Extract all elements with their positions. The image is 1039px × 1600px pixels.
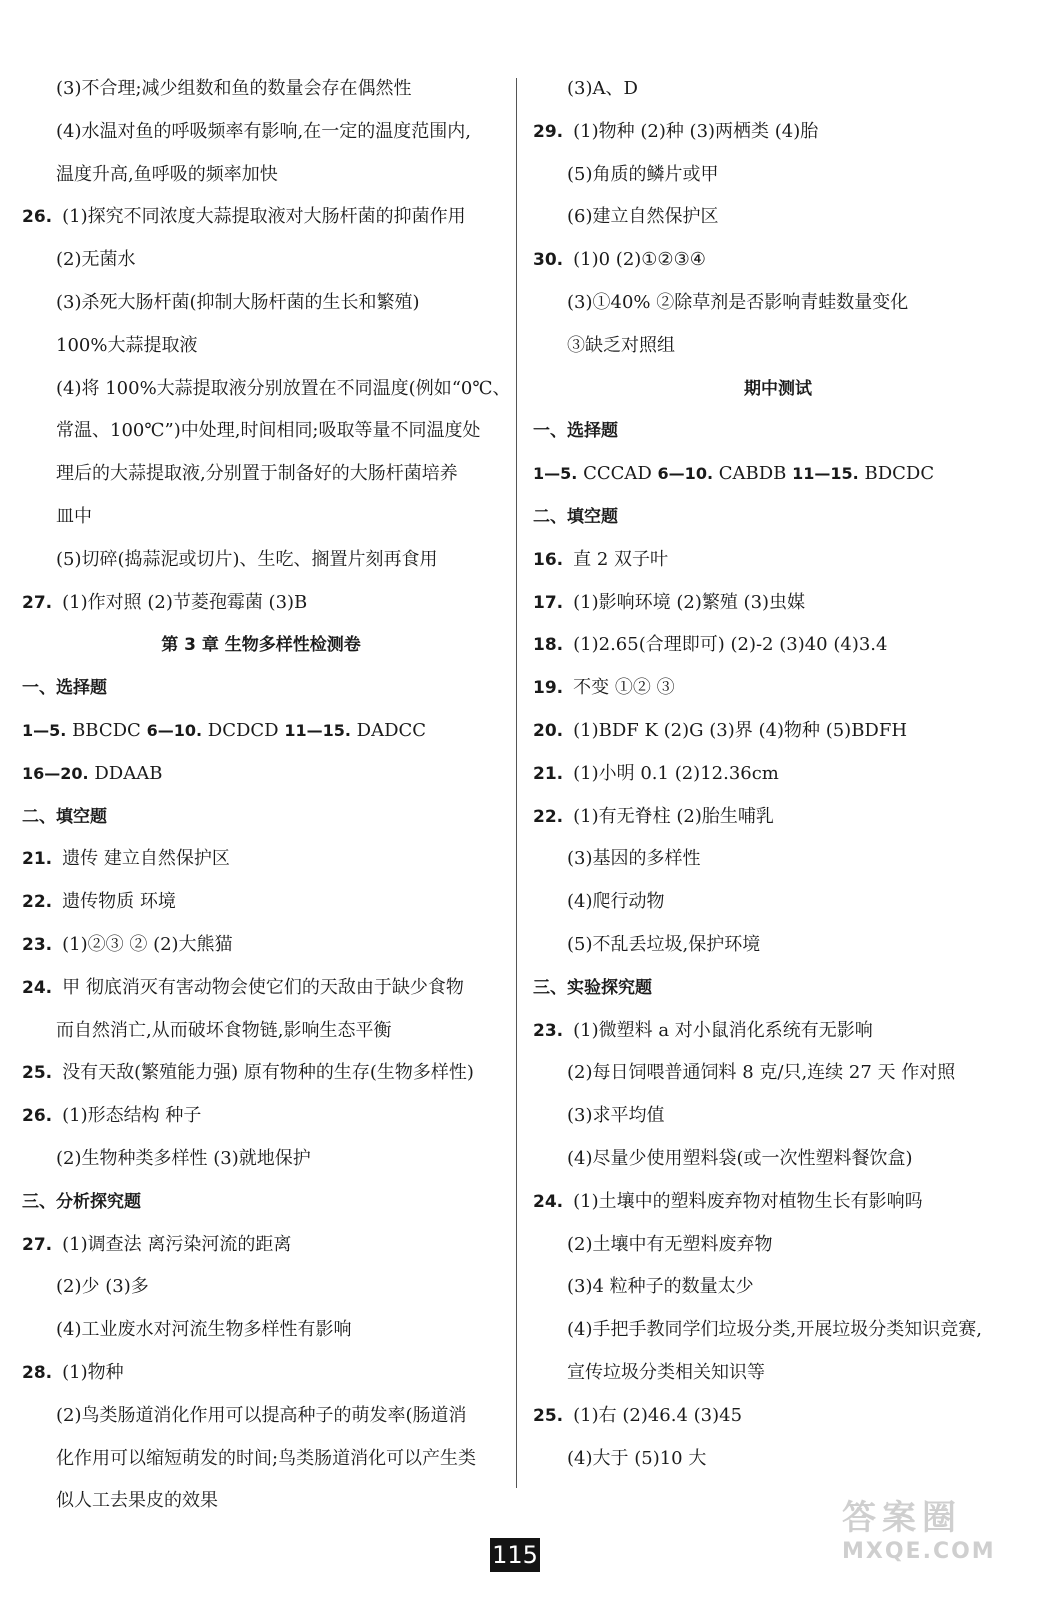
choice-letters: DDAAB [88,762,163,784]
answer-line: (5)角质的鳞片或甲 [567,163,719,185]
left-column [22,68,511,1523]
question-number: 28. [22,1362,53,1383]
answer-line: (4)将 100%大蒜提取液分别放置在不同温度(例如“0℃、 [56,377,511,399]
answer-line: (4)工业废水对河流生物多样性有影响 [56,1319,352,1341]
answer-text: (1)作对照 (2)节菱孢霉菌 (3)B [62,591,308,613]
answer-text: 直 2 双子叶 [573,548,669,570]
answer-line: 化作用可以缩短萌发的时间;鸟类肠道消化可以产生类 [56,1447,477,1469]
answer-text: (1)BDF K (2)G (3)界 (4)物种 (5)BDFH [573,719,908,741]
right-column [533,68,1023,1480]
question-number: 25. [22,1063,53,1084]
answer-line: 温度升高,鱼呼吸的频率加快 [56,163,278,185]
answer-line: (3)①40% ②除草剂是否影响青蛙数量变化 [567,291,909,313]
answer-text: (1)形态结构 种子 [62,1105,202,1127]
answer-text: (1)调查法 离污染河流的距离 [62,1233,292,1255]
answer-line [533,539,1023,582]
answer-text: (1)2.65(合理即可) (2)-2 (3)40 (4)3.4 [573,634,888,656]
answer-line: 宣传垃圾分类相关知识等 [567,1361,765,1383]
question-number: 24. [22,977,53,998]
answer-line: (4)手把手教同学们垃圾分类,开展垃圾分类知识竞赛, [567,1319,982,1341]
answer-line: ③缺乏对照组 [567,334,675,356]
section-heading: 二、填空题 [22,806,107,827]
answer-line: (3)4 粒种子的数量太少 [567,1276,754,1298]
answer-line [22,967,500,1010]
answer-line [22,924,500,967]
answer-text: 没有天敌(繁殖能力强) 原有物种的生存(生物多样性) [62,1062,474,1084]
answer-line: (3)求平均值 [567,1105,665,1127]
answer-text: 遗传物质 环境 [62,891,176,913]
answer-line [533,753,1023,796]
question-number: 17. [533,592,564,613]
choice-letters: BBCDC [66,719,147,741]
answer-line [533,582,1023,625]
section-title: 期中测试 [744,378,812,399]
answer-text: (1)土壤中的塑料废弃物对植物生长有影响吗 [573,1190,923,1212]
answer-line [22,1095,500,1138]
answer-line [533,796,1023,839]
answer-line: (4)爬行动物 [567,891,665,913]
answer-line [533,1181,1023,1224]
choice-answers [22,710,500,753]
choice-letters: CCCAD [577,463,658,485]
answer-line: (2)生物种类多样性 (3)就地保护 [56,1147,311,1169]
answer-text: 遗传 建立自然保护区 [62,848,230,870]
answer-text: (1)影响环境 (2)繁殖 (3)虫媒 [573,591,806,613]
question-number: 16. [533,549,564,570]
question-number: 25. [533,1405,564,1426]
answer-line: 似人工去果皮的效果 [56,1490,218,1512]
answer-line: (2)土壤中有无塑料废弃物 [567,1233,773,1255]
choice-letters: DADCC [350,719,427,741]
question-number: 19. [533,678,564,699]
answer-text: (1)右 (2)46.4 (3)45 [573,1404,743,1426]
answer-line [22,1352,500,1395]
page-number: 115 [490,1538,540,1572]
answer-line: 常温、100℃”)中处理,时间相同;吸取等量不同温度处 [56,420,481,442]
answer-text: (1)0 (2)①②③④ [573,249,706,271]
choice-answers [533,453,1023,496]
answer-line [22,1052,500,1095]
section-heading: 二、填空题 [533,506,618,527]
answer-line: (4)尽量少使用塑料袋(或一次性塑料餐饮盒) [567,1147,913,1169]
answer-line: 皿中 [56,505,92,527]
choice-answers [22,753,500,796]
question-range: 11—15. [792,464,859,484]
answer-line: (5)不乱丢垃圾,保护环境 [567,933,761,955]
question-number: 22. [22,892,53,913]
answer-text: (1)小明 0.1 (2)12.36cm [573,762,779,784]
answer-line [533,1395,1023,1438]
choice-letters: DCDCD [202,719,285,741]
answer-line [22,582,500,625]
column-divider [516,78,517,1488]
answer-line: 理后的大蒜提取液,分别置于制备好的大肠杆菌培养 [56,463,458,485]
question-range: 11—15. [284,720,351,740]
answer-line: (3)杀死大肠杆菌(抑制大肠杆菌的生长和繁殖) [56,291,420,313]
answer-line: (2)少 (3)多 [56,1276,149,1298]
answer-text: (1)微塑料 a 对小鼠消化系统有无影响 [573,1019,873,1041]
section-heading: 一、选择题 [533,421,618,442]
question-number: 26. [22,207,53,228]
answer-line [533,667,1023,710]
answer-line: (2)无菌水 [56,249,136,271]
question-number: 29. [533,121,564,142]
section-title: 第 3 章 生物多样性检测卷 [161,635,361,656]
question-range: 1—5. [533,464,578,484]
question-number: 26. [22,1106,53,1127]
answer-text: (1)物种 [62,1361,124,1383]
answer-line: 而自然消亡,从而破坏食物链,影响生态平衡 [56,1019,392,1041]
answer-line [22,1224,500,1267]
question-range: 16—20. [22,763,89,783]
answer-line [533,710,1023,753]
section-heading: 三、实验探究题 [533,977,652,998]
watermark-logo: 答案圈 [842,1498,962,1538]
answer-line: (3)A、D [567,78,638,99]
question-number: 23. [22,934,53,955]
question-number: 18. [533,635,564,656]
answer-line: (5)切碎(捣蒜泥或切片)、生吃、搁置片刻再食用 [56,548,438,570]
answer-line [533,1010,1023,1053]
answer-line: (2)每日饲喂普通饲料 8 克/只,连续 27 天 作对照 [567,1062,956,1084]
question-number: 21. [533,763,564,784]
answer-text: (1)物种 (2)种 (3)两栖类 (4)胎 [573,120,819,142]
answer-line: (2)鸟类肠道消化作用可以提高种子的萌发率(肠道消 [56,1404,467,1426]
answer-line: (3)基因的多样性 [567,848,701,870]
answer-text: (1)有无脊柱 (2)胎生哺乳 [573,805,774,827]
answer-line: (4)水温对鱼的呼吸频率有影响,在一定的温度范围内, [56,120,471,142]
answer-line [22,838,500,881]
answer-line [22,881,500,924]
question-number: 21. [22,849,53,870]
question-number: 27. [22,592,53,613]
question-number: 30. [533,250,564,271]
question-range: 6—10. [657,464,714,484]
answer-line [533,624,1023,667]
answer-line: (6)建立自然保护区 [567,206,719,228]
watermark [842,1490,1022,1590]
answer-text: (1)探究不同浓度大蒜提取液对大肠杆菌的抑菌作用 [62,206,466,228]
question-number: 22. [533,806,564,827]
answer-text: 甲 彻底消灭有害动物会使它们的天敌由于缺少食物 [62,976,464,998]
question-number: 23. [533,1020,564,1041]
question-range: 1—5. [22,720,67,740]
answer-line [22,196,500,239]
answer-line: 100%大蒜提取液 [56,334,198,356]
answer-line [533,239,1023,282]
section-heading: 一、选择题 [22,678,107,699]
watermark-url: MXQE.COM [842,1539,996,1564]
choice-letters: CABDB [713,463,793,485]
question-number: 24. [533,1191,564,1212]
answer-text: (1)②③ ② (2)大熊猫 [62,933,233,955]
question-number: 27. [22,1234,53,1255]
answer-line: (3)不合理;减少组数和鱼的数量会存在偶然性 [56,78,412,99]
choice-letters: BDCDC [858,463,935,485]
answer-line [533,111,1023,154]
section-heading: 三、分析探究题 [22,1191,141,1212]
answer-line: (4)大于 (5)10 大 [567,1447,707,1469]
answer-text: 不变 ①② ③ [573,677,675,699]
question-range: 6—10. [146,720,203,740]
question-number: 20. [533,720,564,741]
